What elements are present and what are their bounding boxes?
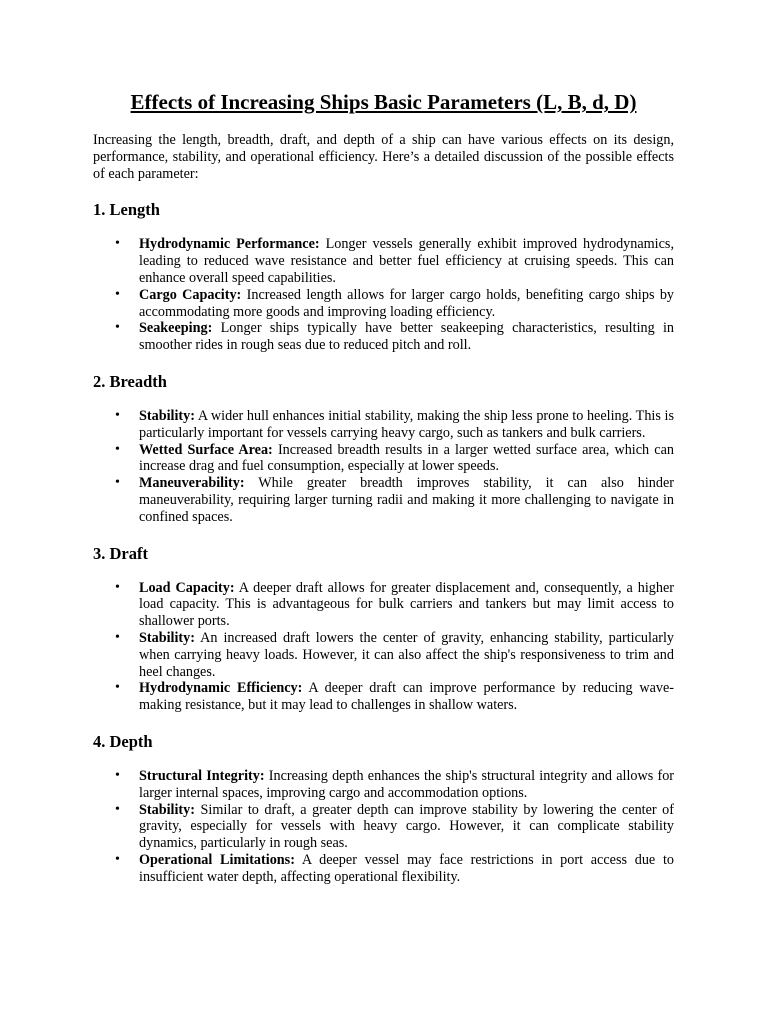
bullet-list <box>93 580 674 714</box>
bullet-list <box>93 408 674 526</box>
bullet-term: Seakeeping: <box>139 320 213 337</box>
bullet-term: Hydrodynamic Efficiency: <box>139 680 303 697</box>
bullet-term: Load Capacity: <box>139 579 235 596</box>
bullet-list <box>93 768 674 886</box>
bullet-list <box>93 236 674 354</box>
bullet-text: A deeper draft allows for greater displacement and, consequently, a higher load capacity. This is advantageous for bulk carriers and tankers but may limit access to shallower ports. <box>139 579 675 630</box>
bullet-icon: • <box>115 801 120 817</box>
section-depth <box>93 732 674 886</box>
section-heading: 3. Draft <box>93 543 148 563</box>
bullet-text: An increased draft lowers the center of gravity, enhancing stability, particularly when carrying heavy loads. However, it can also affect the ship's responsiveness to trim and heel changes. <box>139 629 674 680</box>
bullet-text: Increased breadth results in a larger wetted surface area, which can increase drag and fuel consumption, especially at lower speeds. <box>139 441 674 475</box>
bullet-icon: • <box>115 286 120 302</box>
section-heading: 2. Breadth <box>93 371 167 391</box>
list-item <box>93 580 674 630</box>
bullet-term: Operational Limitations: <box>139 851 295 868</box>
list-item <box>93 408 674 442</box>
bullet-icon: • <box>115 579 120 595</box>
list-item <box>93 475 674 525</box>
list-item <box>93 768 674 802</box>
bullet-term: Hydrodynamic Performance: <box>139 236 320 253</box>
bullet-term: Cargo Capacity: <box>139 286 242 303</box>
bullet-icon: • <box>115 441 120 457</box>
bullet-icon: • <box>115 407 120 423</box>
list-item <box>93 287 674 321</box>
bullet-term: Stability: <box>139 629 195 646</box>
list-item <box>93 680 674 714</box>
section-heading: 4. Depth <box>93 731 153 751</box>
bullet-icon: • <box>115 629 120 645</box>
document-title: Effects of Increasing Ships Basic Parameters (L, B, d, D) <box>130 90 637 114</box>
section-heading: 1. Length <box>93 200 160 220</box>
bullet-icon: • <box>115 851 120 867</box>
bullet-text: A deeper draft can improve performance by reducing wave-making resistance, but it may lead to challenges in shallow waters. <box>139 680 675 714</box>
list-item <box>93 442 674 476</box>
bullet-text: Longer vessels generally exhibit improved hydrodynamics, leading to reduced wave resistance and better fuel efficiency at cruising speeds. This can enhance overall speed capabilities. <box>139 236 674 286</box>
section-breadth <box>93 372 674 526</box>
section-draft <box>93 544 674 714</box>
bullet-term: Maneuverability: <box>139 475 245 492</box>
bullet-text: Longer ships typically have better seakeeping characteristics, resulting in smoother rides in rough seas due to reduced pitch and roll. <box>139 320 675 354</box>
list-item <box>93 630 674 680</box>
intro-paragraph: Increasing the length, breadth, draft, and depth of a ship can have various effects on its design, performance, stability, and operational efficiency. Here’s a detailed discussion of the possible effects of each parameter: <box>93 132 674 182</box>
bullet-text: Increasing depth enhances the ship's structural integrity and allows for larger internal spaces, improving cargo and accommodation options. <box>139 767 675 801</box>
bullet-text: Increased length allows for larger cargo holds, benefiting cargo ships by accommodating more goods and improving loading efficiency. <box>139 286 675 320</box>
bullet-term: Structural Integrity: <box>139 767 265 784</box>
bullet-text: A wider hull enhances initial stability, making the ship less prone to heeling. This is particularly important for vessels carrying heavy cargo, such as tankers and bulk carriers. <box>139 407 674 441</box>
list-item <box>93 320 674 354</box>
section-length <box>93 200 674 354</box>
bullet-text: Similar to draft, a greater depth can improve stability by lowering the center of gravity, especially for vessels with heavy cargo. However, it can complicate stability dynamics, particularly in rough seas. <box>139 801 675 852</box>
bullet-text: A deeper vessel may face restrictions in port access due to insufficient water depth, affecting operational flexibility. <box>139 851 675 885</box>
bullet-term: Stability: <box>139 801 195 818</box>
list-item <box>93 852 674 886</box>
bullet-icon: • <box>115 320 120 336</box>
list-item <box>93 236 674 286</box>
bullet-icon: • <box>115 236 120 252</box>
bullet-text: While greater breadth improves stability, it can also hinder maneuverability, requiring larger turning radii and making it more challenging to navigate in confined spaces. <box>139 475 674 525</box>
bullet-term: Stability: <box>139 407 195 424</box>
list-item <box>93 802 674 852</box>
bullet-icon: • <box>115 680 120 696</box>
bullet-icon: • <box>115 767 120 783</box>
bullet-term: Wetted Surface Area: <box>139 441 273 458</box>
bullet-icon: • <box>115 475 120 491</box>
